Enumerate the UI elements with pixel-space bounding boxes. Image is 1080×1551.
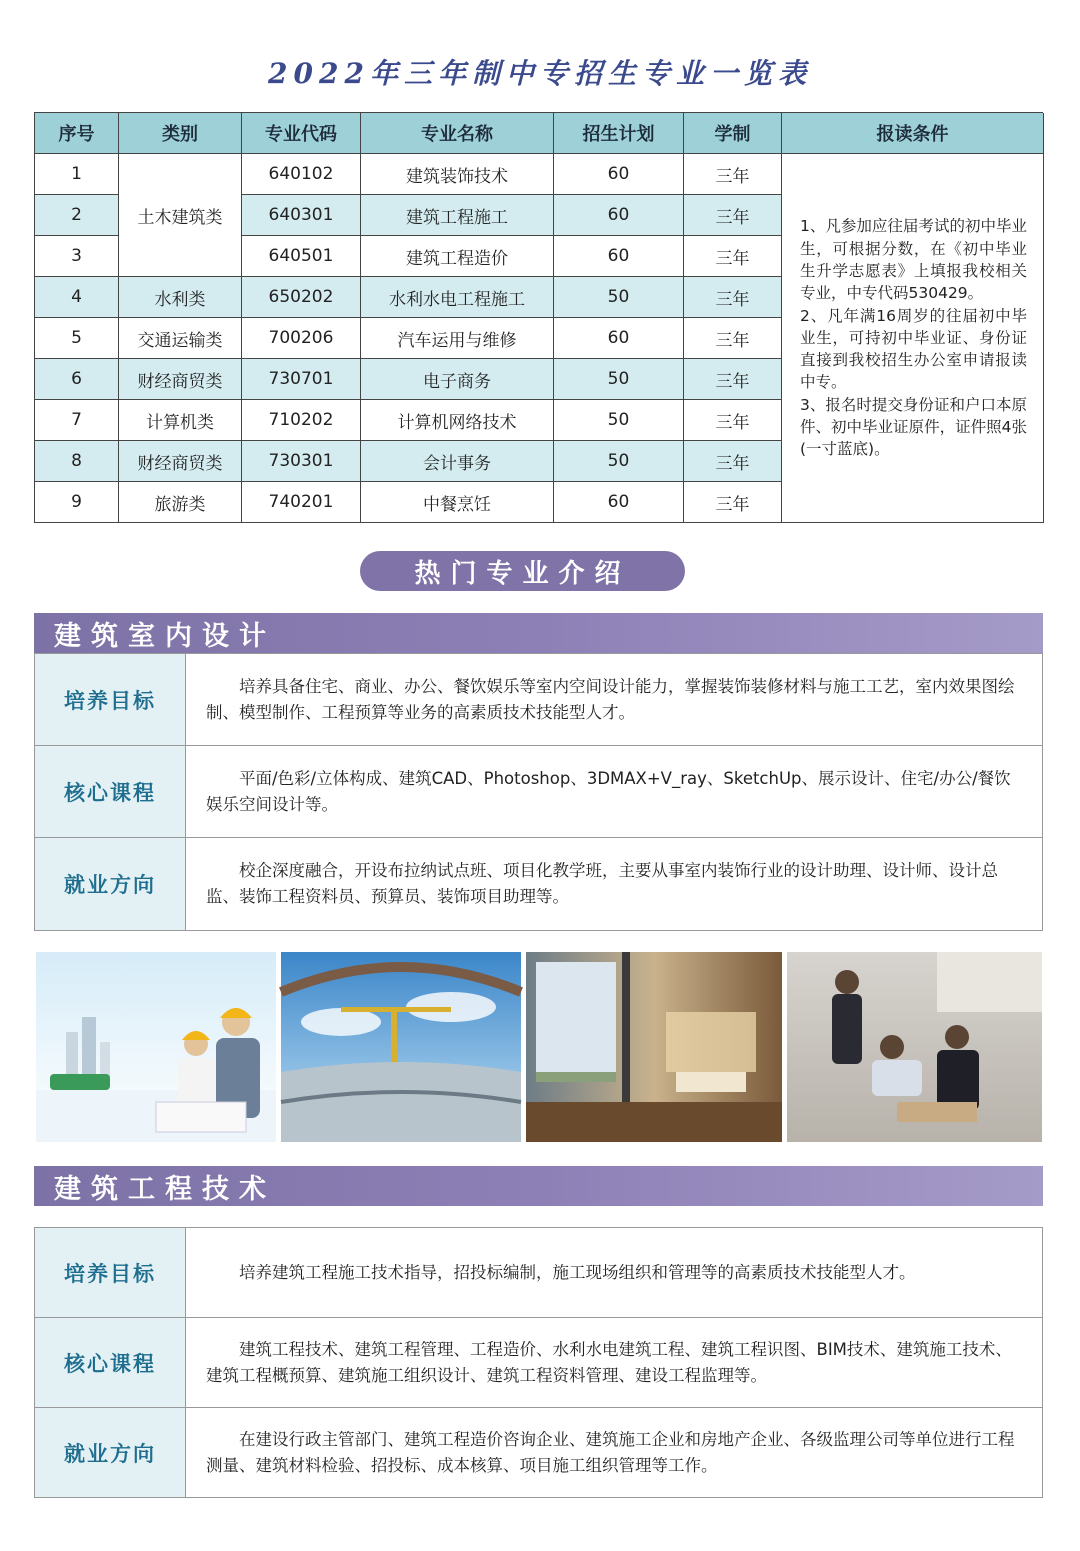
- cell-name: 建筑工程施工: [361, 195, 554, 236]
- cell-years: 三年: [684, 441, 782, 482]
- info-label: 核心课程: [35, 746, 186, 837]
- info-text: 校企深度融合，开设布拉纳试点班、项目化教学班，主要从事室内装饰行业的设计助理、设计师、设计总监、装饰工程资料员、预算员、装饰项目助理等。: [206, 861, 998, 906]
- header-plan: 招生计划: [554, 113, 684, 154]
- major-info-construction-tech: [34, 1227, 1043, 1498]
- cell-years: 三年: [684, 277, 782, 318]
- info-text: 建筑工程技术、建筑工程管理、工程造价、水利水电建筑工程、建筑工程识图、BIM技术、建筑施工技术、建筑工程概预算、建筑施工组织设计、建筑工程资料管理、建设工程监理等。: [206, 1339, 1012, 1385]
- cell-name: 会计事务: [361, 441, 554, 482]
- cell-plan: 60: [554, 236, 684, 277]
- cell-category: 水利类: [119, 277, 242, 318]
- info-row: [35, 746, 1042, 838]
- cell-no: 9: [35, 482, 119, 523]
- header-conditions: 报读条件: [782, 113, 1044, 154]
- info-label: 核心课程: [35, 1318, 186, 1407]
- cell-name: 电子商务: [361, 359, 554, 400]
- photo-students: [787, 952, 1042, 1142]
- info-text: 培养具备住宅、商业、办公、餐饮娱乐等室内空间设计能力，掌握装饰装修材料与施工工艺，室内效果图绘制、模型制作、工程预算等业务的高素质技术技能型人才。: [206, 676, 1015, 722]
- cell-plan: 50: [554, 359, 684, 400]
- cell-name: 水利水电工程施工: [361, 277, 554, 318]
- photo-construction: [281, 952, 521, 1142]
- cell-code: 710202: [242, 400, 361, 441]
- cell-plan: 50: [554, 277, 684, 318]
- info-text: 培养建筑工程施工技术指导，招投标编制，施工现场组织和管理等的高素质技术技能型人才。: [239, 1262, 916, 1282]
- photo-strip: [36, 952, 1042, 1142]
- header-name: 专业名称: [361, 113, 554, 154]
- info-row: [35, 1228, 1042, 1318]
- cell-years: 三年: [684, 236, 782, 277]
- cell-code: 650202: [242, 277, 361, 318]
- cell-name: 建筑工程造价: [361, 236, 554, 277]
- cell-years: 三年: [684, 359, 782, 400]
- cell-no: 7: [35, 400, 119, 441]
- cell-code: 700206: [242, 318, 361, 359]
- info-row: [35, 838, 1042, 930]
- cell-name: 建筑装饰技术: [361, 154, 554, 195]
- header-category: 类别: [119, 113, 242, 154]
- header-years: 学制: [684, 113, 782, 154]
- info-label: 培养目标: [35, 1228, 186, 1317]
- hot-majors-heading: 热门专业介绍: [360, 551, 685, 591]
- cell-plan: 60: [554, 154, 684, 195]
- photo-engineers: [36, 952, 276, 1142]
- header-code: 专业代码: [242, 113, 361, 154]
- info-row: [35, 654, 1042, 746]
- photo-interior: [526, 952, 782, 1142]
- info-text: 在建设行政主管部门、建筑工程造价咨询企业、建筑施工企业和房地产企业、各级监理公司等单位进行工程测量、建筑材料检验、招投标、成本核算、项目施工组织管理等工作。: [206, 1429, 1015, 1475]
- cell-plan: 60: [554, 482, 684, 523]
- cell-category: 交通运输类: [119, 318, 242, 359]
- info-row: [35, 1408, 1042, 1497]
- major-title-construction-tech: 建筑工程技术: [34, 1166, 1043, 1206]
- cell-code: 640102: [242, 154, 361, 195]
- cell-name: 汽车运用与维修: [361, 318, 554, 359]
- major-title-interior-design: 建筑室内设计: [34, 613, 1043, 653]
- info-label: 就业方向: [35, 1408, 186, 1497]
- cell-years: 三年: [684, 400, 782, 441]
- cell-no: 8: [35, 441, 119, 482]
- cell-category: 计算机类: [119, 400, 242, 441]
- cell-name: 计算机网络技术: [361, 400, 554, 441]
- cell-category: 旅游类: [119, 482, 242, 523]
- admissions-table: [34, 112, 1043, 523]
- cell-plan: 60: [554, 195, 684, 236]
- cell-code: 640301: [242, 195, 361, 236]
- cell-no: 4: [35, 277, 119, 318]
- cell-years: 三年: [684, 154, 782, 195]
- cell-no: 2: [35, 195, 119, 236]
- info-text: 平面/色彩/立体构成、建筑CAD、Photoshop、3DMAX+V_ray、SketchUp、展示设计、住宅/办公/餐饮娱乐空间设计等。: [206, 768, 1011, 814]
- cell-years: 三年: [684, 195, 782, 236]
- cell-code: 730701: [242, 359, 361, 400]
- cell-no: 3: [35, 236, 119, 277]
- cell-category: 财经商贸类: [119, 359, 242, 400]
- info-row: [35, 1318, 1042, 1408]
- info-label: 就业方向: [35, 838, 186, 930]
- cell-plan: 60: [554, 318, 684, 359]
- cell-plan: 50: [554, 441, 684, 482]
- cell-code: 740201: [242, 482, 361, 523]
- cell-years: 三年: [684, 482, 782, 523]
- cell-no: 6: [35, 359, 119, 400]
- cell-plan: 50: [554, 400, 684, 441]
- cell-code: 730301: [242, 441, 361, 482]
- cell-code: 640501: [242, 236, 361, 277]
- enrollment-conditions: 1、凡参加应往届考试的初中毕业生，可根据分数，在《初中毕业生升学志愿表》上填报我校相关专业，中专代码530429。 2、凡年满16周岁的往届初中毕业生，可持初中毕业证、身份证直接到我校招生办公室申请报读中专。 3、报名时提交身份证和户口本原件、初中毕业证原件，证件照4张(一寸蓝底)。: [782, 154, 1044, 523]
- cell-no: 1: [35, 154, 119, 195]
- cell-name: 中餐烹饪: [361, 482, 554, 523]
- page-title: 2022年三年制中专招生专业一览表: [268, 57, 812, 90]
- header-no: 序号: [35, 113, 119, 154]
- cell-category: 财经商贸类: [119, 441, 242, 482]
- cell-category-merged: 土木建筑类: [119, 154, 242, 277]
- cell-no: 5: [35, 318, 119, 359]
- major-info-interior-design: [34, 653, 1043, 931]
- cell-years: 三年: [684, 318, 782, 359]
- info-label: 培养目标: [35, 654, 186, 745]
